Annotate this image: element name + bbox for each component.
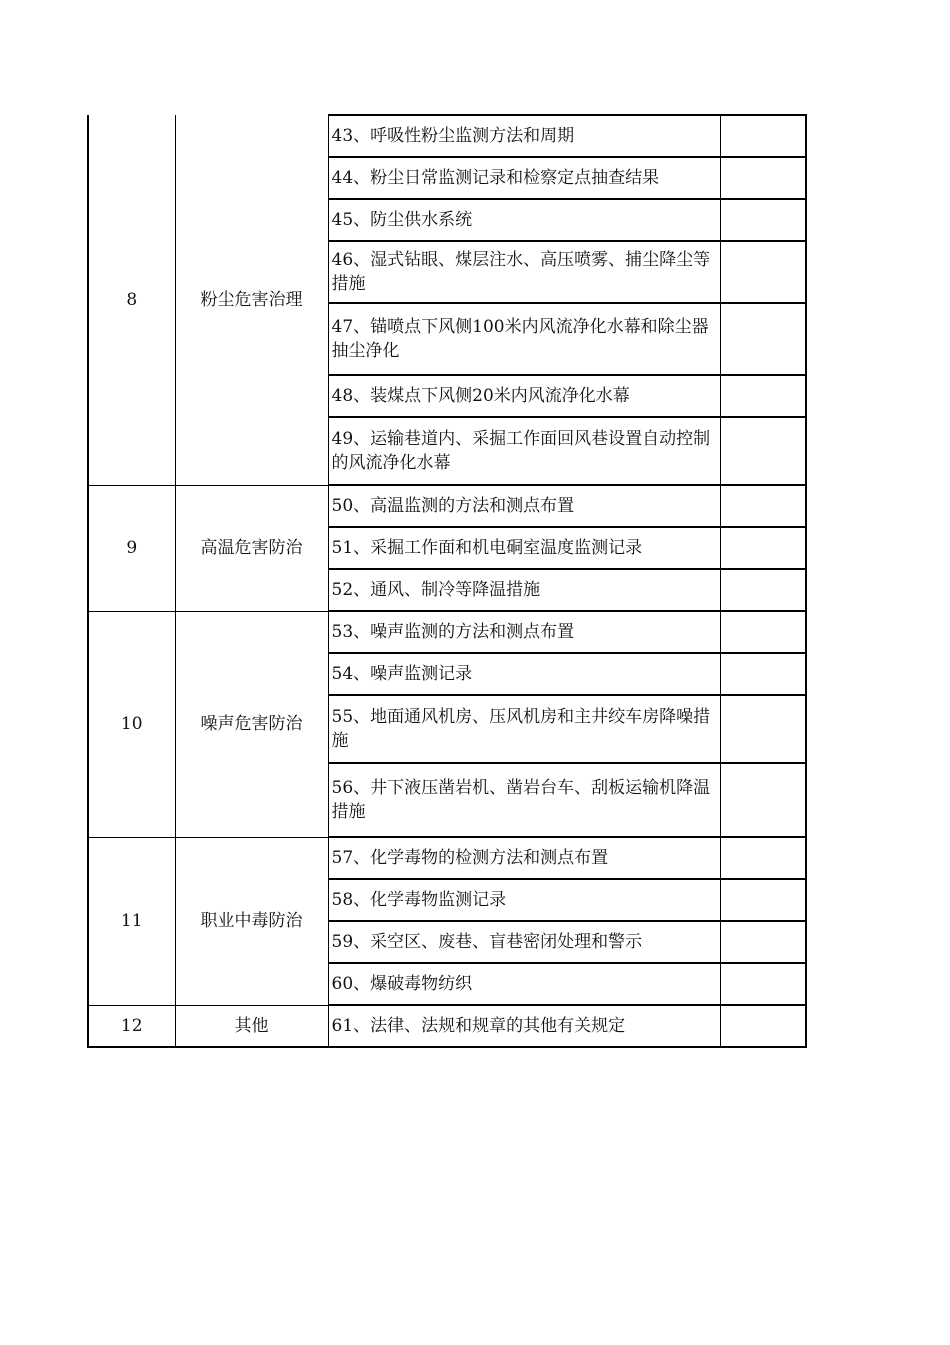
- group-number: 12: [88, 1005, 175, 1047]
- checklist-item: 56、井下液压凿岩机、凿岩台车、刮板运输机降温措施: [328, 763, 720, 837]
- group-category: 粉尘危害治理: [175, 115, 328, 485]
- checklist-item: 48、装煤点下风侧20米内风流净化水幕: [328, 375, 720, 417]
- checklist-item: 49、运输巷道内、采掘工作面回风巷设置自动控制的风流净化水幕: [328, 417, 720, 485]
- check-cell[interactable]: [720, 611, 806, 653]
- table-row: [88, 837, 806, 879]
- check-cell[interactable]: [720, 1005, 806, 1047]
- check-cell[interactable]: [720, 963, 806, 1005]
- table-row: [88, 1005, 806, 1047]
- checklist-item: 53、噪声监测的方法和测点布置: [328, 611, 720, 653]
- checklist-item: 50、高温监测的方法和测点布置: [328, 485, 720, 527]
- check-cell[interactable]: [720, 375, 806, 417]
- check-cell[interactable]: [720, 199, 806, 241]
- check-cell[interactable]: [720, 653, 806, 695]
- checklist-item: 43、呼吸性粉尘监测方法和周期: [328, 115, 720, 157]
- checklist-item: 46、湿式钻眼、煤层注水、高压喷雾、捕尘降尘等措施: [328, 241, 720, 303]
- group-category: 职业中毒防治: [175, 837, 328, 1005]
- group-category: 噪声危害防治: [175, 611, 328, 837]
- check-cell[interactable]: [720, 921, 806, 963]
- group-number: 10: [88, 611, 175, 837]
- check-cell[interactable]: [720, 837, 806, 879]
- table-row: [88, 485, 806, 527]
- checklist-item: 55、地面通风机房、压风机房和主井绞车房降噪措施: [328, 695, 720, 763]
- checklist-table: [87, 114, 807, 1048]
- table-row: [88, 611, 806, 653]
- table-row: [88, 115, 806, 157]
- check-cell[interactable]: [720, 303, 806, 375]
- group-number: 11: [88, 837, 175, 1005]
- checklist-item: 44、粉尘日常监测记录和检察定点抽查结果: [328, 157, 720, 199]
- group-category: 高温危害防治: [175, 485, 328, 611]
- checklist-item: 60、爆破毒物纺织: [328, 963, 720, 1005]
- check-cell[interactable]: [720, 157, 806, 199]
- check-cell[interactable]: [720, 115, 806, 157]
- checklist-item: 52、通风、制冷等降温措施: [328, 569, 720, 611]
- checklist-item: 47、锚喷点下风侧100米内风流净化水幕和除尘器抽尘净化: [328, 303, 720, 375]
- check-cell[interactable]: [720, 763, 806, 837]
- checklist-item: 54、噪声监测记录: [328, 653, 720, 695]
- check-cell[interactable]: [720, 485, 806, 527]
- check-cell[interactable]: [720, 569, 806, 611]
- check-cell[interactable]: [720, 879, 806, 921]
- check-cell[interactable]: [720, 241, 806, 303]
- group-category: 其他: [175, 1005, 328, 1047]
- checklist-item: 58、化学毒物监测记录: [328, 879, 720, 921]
- check-cell[interactable]: [720, 417, 806, 485]
- checklist-item: 57、化学毒物的检测方法和测点布置: [328, 837, 720, 879]
- group-number: 8: [88, 115, 175, 485]
- check-cell[interactable]: [720, 695, 806, 763]
- checklist-item: 51、采掘工作面和机电硐室温度监测记录: [328, 527, 720, 569]
- checklist-item: 59、采空区、废巷、盲巷密闭处理和警示: [328, 921, 720, 963]
- group-number: 9: [88, 485, 175, 611]
- checklist-item: 45、防尘供水系统: [328, 199, 720, 241]
- check-cell[interactable]: [720, 527, 806, 569]
- checklist-body: [88, 115, 806, 1047]
- checklist-item: 61、法律、法规和规章的其他有关规定: [328, 1005, 720, 1047]
